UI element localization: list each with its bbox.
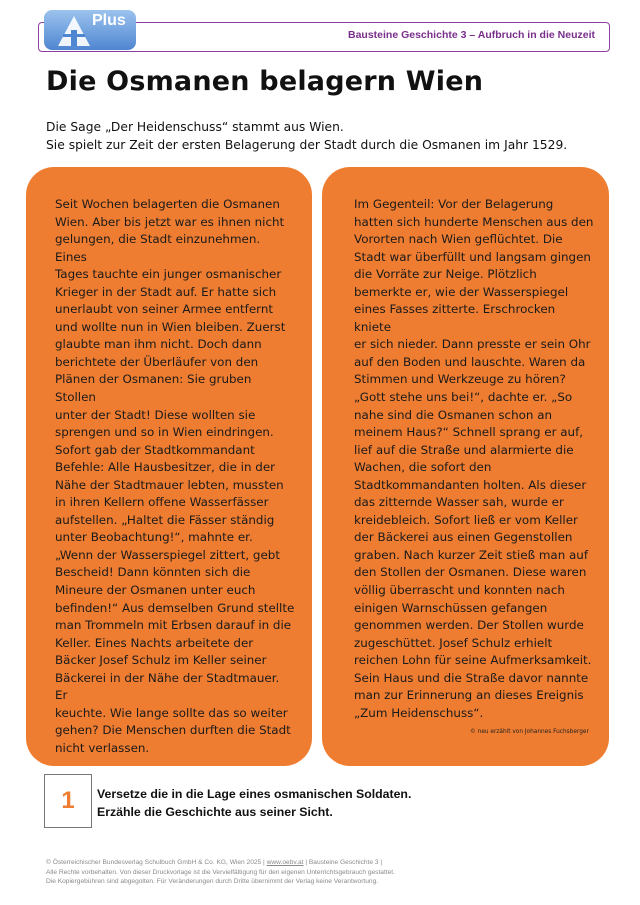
story-line: Sofort gab der Stadtkommandant: [55, 442, 255, 457]
publisher-link[interactable]: www.oebv.at: [266, 859, 304, 866]
story-line: Mineure der Osmanen unter euch: [55, 583, 256, 598]
story-line: graben. Nach kurzer Zeit stieß man auf: [354, 547, 589, 562]
story-line: unerlaubt von seiner Armee entfernt: [55, 302, 274, 317]
story-line: kreidebleich. Sofort ließ er vom Keller: [354, 512, 578, 527]
story-line: Plänen der Osmanen: Sie gruben Stollen: [55, 372, 252, 405]
story-line: Wien. Aber bis jetzt war es ihnen nicht: [55, 214, 285, 229]
story-line: Wachen, die sofort den: [354, 460, 492, 475]
footer: [46, 858, 395, 887]
story-line: Stimmen und Werkzeuge zu hören?: [354, 372, 566, 387]
story-line: die Vorräte zur Neige. Plötzlich: [354, 267, 537, 282]
story-line: er sich nieder. Dann presste er sein Ohr: [354, 337, 591, 352]
story-line: genommen werden. Der Stollen wurde: [354, 618, 584, 633]
story-line: nicht verlassen.: [55, 740, 150, 755]
author-credit: © neu erzählt von Johannes Fuchsberger: [470, 729, 589, 735]
story-line: Im Gegenteil: Vor der Belagerung: [354, 197, 554, 211]
footer-line: [46, 858, 395, 868]
story-line: Seit Wochen belagerten die Osmanen: [55, 197, 280, 211]
footer-line: Alle Rechte vorbehalten. Von dieser Druckvorlage ist die Vervielfältigung für den eigenen Unterrichtsgebrauch gestattet.: [46, 868, 395, 876]
logo-label: Plus: [92, 12, 126, 29]
intro-line: Sie spielt zur Zeit der ersten Belagerung der Stadt durch die Osmanen im Jahr 1529.: [46, 138, 568, 152]
story-line: Keller. Eines Nachts arbeitete der: [55, 635, 254, 650]
story-line: aufstellen. „Haltet die Fässer ständig: [55, 512, 275, 527]
story-line: sprengen und so in Wien eindringen.: [55, 425, 274, 440]
story-line: den Stollen der Osmanen. Diese waren: [354, 565, 587, 580]
intro-text: [46, 118, 567, 154]
story-line: auf den Boden und lauschte. Waren da: [354, 354, 586, 369]
task-line: Erzähle die Geschichte aus seiner Sicht.: [97, 805, 333, 819]
story-line: meinem Haus?“ Schnell sprang er auf,: [354, 425, 584, 440]
story-line: gelungen, die Stadt einzunehmen. Eines: [55, 232, 261, 264]
story-line: das zitternde Wasser sah, wurde er: [354, 495, 564, 510]
story-line: berichtete der Überläufer von den: [55, 354, 259, 369]
story-line: Nähe der Stadtmauer lebten, mussten: [55, 477, 284, 492]
story-line: man zur Erinnerung an dieses Ereignis: [354, 688, 584, 703]
story-line: nahe sind die Osmanen schon an: [354, 407, 553, 422]
story-line: Befehle: Alle Hausbesitzer, die in der: [55, 460, 276, 475]
story-line: eines Fasses zitterte. Erschrocken kniete: [354, 302, 556, 334]
footer-series: | Bausteine Geschichte 3 |: [303, 859, 383, 866]
series-title: Bausteine Geschichte 3 – Aufbruch in die Neuzeit: [347, 29, 595, 41]
story-line: Stadtkommandanten holten. Als dieser: [354, 477, 587, 492]
story-text-left: [55, 196, 295, 758]
task-text: [97, 785, 411, 821]
footer-line: Die Kopiergebühren sind abgegolten. Für Veränderungen durch Dritte übernimmt der Verlag keine Verantwortung.: [46, 878, 379, 886]
story-line: „Wenn der Wasserspiegel zittert, gebt: [55, 547, 281, 562]
story-line: keuchte. Wie lange sollte das so weiter: [55, 705, 288, 720]
story-line: glaubte man ihm nicht. Doch dann: [55, 337, 262, 352]
story-line: in ihren Kellern offene Wasserfässer: [55, 495, 269, 510]
task-number: 1: [44, 774, 92, 828]
story-line: der Bäckerei aus einen Gegenstollen: [354, 530, 573, 545]
story-line: gehen? Die Menschen durften die Stadt: [55, 723, 291, 738]
story-line: „Gott stehe uns bei!“, dachte er. „So: [354, 390, 573, 405]
story-line: zugeschüttet. Josef Schulz erhielt: [354, 635, 553, 650]
story-text-right: [354, 196, 594, 722]
story-line: Bäckerei in der Nähe der Stadtmauer. Er: [55, 670, 280, 703]
story-line: Tages tauchte ein junger osmanischer: [55, 267, 282, 282]
story-line: hatten sich hunderte Menschen aus den: [354, 214, 594, 229]
story-line: Bescheid! Dann könnten sich die: [55, 565, 251, 580]
story-line: lief auf die Straße und alarmierte die: [354, 442, 574, 457]
story-line: bemerkte er, wie der Wasserspiegel: [354, 284, 569, 299]
story-line: und wollte nun in Wien bleiben. Zuerst: [55, 319, 286, 334]
story-line: einigen Warnschüssen gefangen: [354, 600, 548, 615]
story-line: Sein Haus und die Straße davor nannte: [354, 670, 589, 685]
story-line: reichen Lohn für seine Aufmerksamkeit.: [354, 653, 592, 668]
story-line: man Trommeln mit Erbsen darauf in die: [55, 618, 292, 633]
story-line: Bäcker Josef Schulz im Keller seiner: [55, 653, 267, 668]
story-line: Krieger in der Stadt auf. Er hatte sich: [55, 284, 277, 299]
page-title: Die Osmanen belagern Wien: [46, 66, 484, 97]
story-line: Vororten nach Wien geflüchtet. Die: [354, 232, 563, 247]
story-line: „Zum Heidenschuss“.: [354, 705, 484, 720]
story-line: unter der Stadt! Diese wollten sie: [55, 407, 256, 422]
story-line: Stadt war überfüllt und langsam gingen: [354, 249, 591, 264]
story-line: unter Beobachtung!“, mahnte er.: [55, 530, 253, 545]
intro-line: Die Sage „Der Heidenschuss“ stammt aus Wien.: [46, 120, 344, 134]
footer-copyright: © Österreichischer Bundesverlag Schulbuch GmbH & Co. KG, Wien 2025 |: [46, 859, 267, 866]
task-line: Versetze die in die Lage eines osmanischen Soldaten.: [97, 787, 412, 801]
story-line: befinden!“ Aus demselben Grund stellte: [55, 600, 295, 615]
story-line: völlig überrascht und konnten nach: [354, 583, 565, 598]
